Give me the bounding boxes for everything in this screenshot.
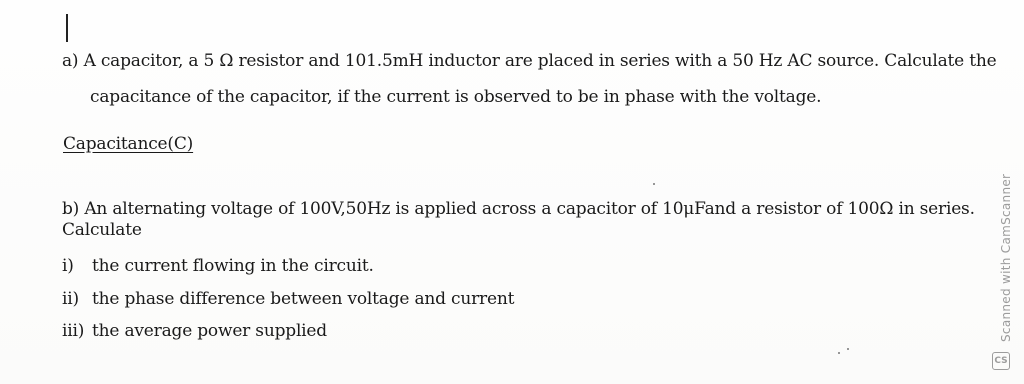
item-number: iii): [62, 321, 85, 341]
camscanner-logo-icon: CS: [992, 352, 1010, 370]
capacitance-answer-label: Capacitance(C): [63, 134, 194, 154]
scan-speck: [847, 348, 849, 350]
camscanner-watermark: [990, 173, 1013, 370]
question-b-item-2: [62, 288, 514, 310]
watermark-text: Scanned with CamScanner: [999, 173, 1013, 342]
question-b-line-2: Calculate: [62, 220, 142, 240]
pen-stroke-mark: [66, 14, 68, 42]
question-b-line-1: b) An alternating voltage of 100V,50Hz is applied across a capacitor of 10μFand a resistor of 100Ω in series.: [62, 199, 975, 219]
question-a-line-2: capacitance of the capacitor, if the current is observed to be in phase with the voltage.: [90, 87, 822, 107]
scan-speck: [653, 183, 655, 185]
question-b-item-3: [62, 320, 327, 342]
item-number: ii): [62, 289, 79, 309]
item-text: the current flowing in the circuit.: [92, 256, 374, 276]
question-b-item-1: [62, 255, 374, 277]
scan-speck: [838, 352, 840, 354]
item-number: i): [62, 256, 74, 276]
item-text: the average power supplied: [92, 321, 327, 341]
question-a-line-1: a) A capacitor, a 5 Ω resistor and 101.5mH inductor are placed in series with a 50 Hz AC source. Calculate the: [62, 51, 997, 71]
item-text: the phase difference between voltage and current: [92, 289, 515, 309]
